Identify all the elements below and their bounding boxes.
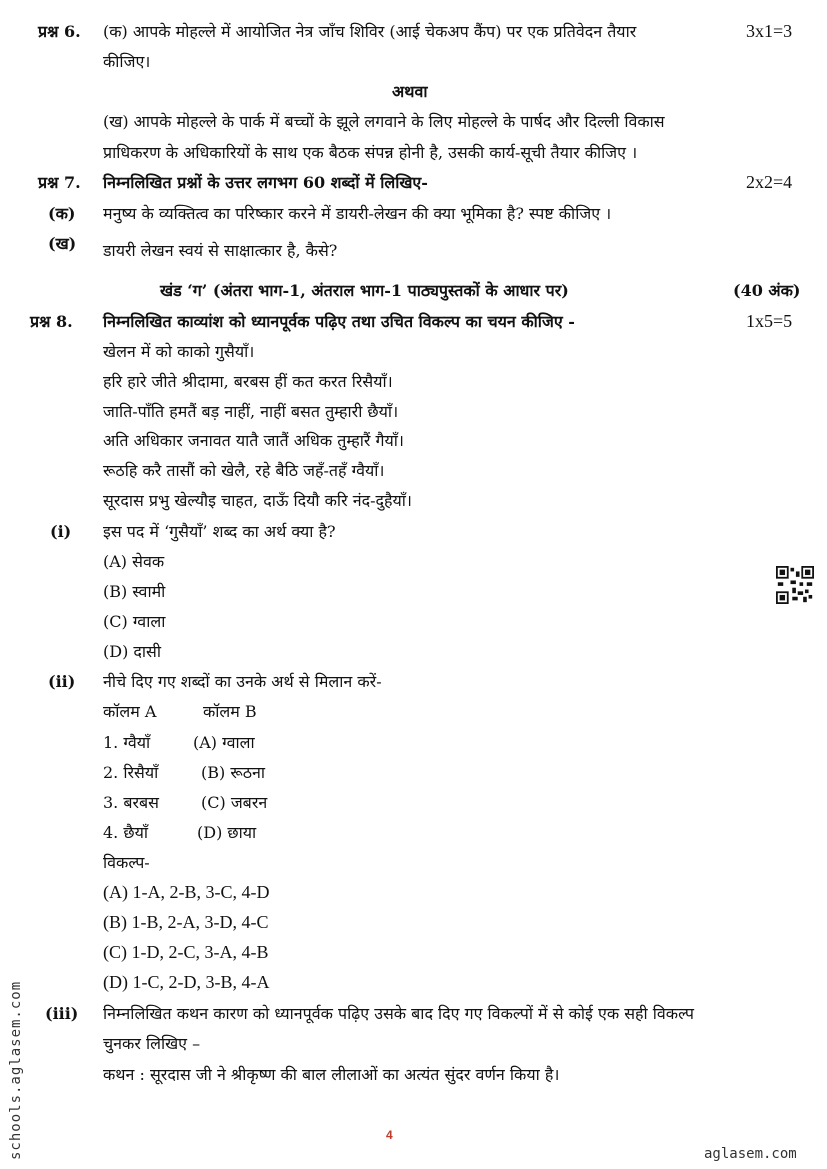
match-row-a: 4. छैयाँ (103, 823, 148, 842)
q8-ii-option: (D) 1-C, 2-D, 3-B, 4-A (103, 972, 270, 992)
q8-i-question: इस पद में ‘गुसैयाँ’ शब्द का अर्थ क्या है? (103, 522, 336, 541)
q8-i-option: (C) ग्वाला (103, 612, 166, 631)
q7-b-label: (ख) (48, 234, 77, 253)
match-row-a: 3. बरबस (103, 793, 159, 812)
match-row-b: (D) छाया (197, 823, 257, 842)
q7-heading: निम्नलिखित प्रश्नों के उत्तर लगभग 60 शब्दों में लिखिए- (103, 173, 428, 192)
match-row-b: (C) जबरन (201, 793, 268, 812)
q8-ii-question: नीचे दिए गए शब्दों का उनके अर्थ से मिलान करें- (103, 672, 382, 691)
q7-label: प्रश्न 7. (38, 173, 81, 192)
q7-marks: 2x2=4 (746, 172, 793, 192)
q6-label: प्रश्न 6. (38, 22, 81, 41)
section-title: खंड ‘ग’ (अंतरा भाग-1, अंतराल भाग-1 पाठ्यपुस्तकों के आधार पर) (160, 281, 569, 300)
options-label: विकल्प- (103, 853, 150, 872)
match-row-b: (A) ग्वाला (193, 733, 255, 752)
poem-line: जाति-पाँति हमतैं बड़ नाहीं, नाहीं बसत तुम्हारी छैयाँ। (103, 402, 399, 421)
site-watermark: aglasem.com (704, 1146, 797, 1162)
q8-heading: निम्नलिखित काव्यांश को ध्यानपूर्वक पढ़िए तथा उचित विकल्प का चयन कीजिए - (103, 312, 575, 331)
poem-line: रूठहि करै तासौं को खेलै, रहे बैठि जहँ-तहँ ग्वैयाँ। (103, 461, 385, 480)
q6-text-line2: कीजिए। (103, 52, 151, 71)
q8-i-option: (A) सेवक (103, 552, 165, 571)
q8-iii-label: (iii) (45, 1004, 79, 1023)
column-b-header: कॉलम B (203, 702, 257, 721)
q8-ii-option: (A) 1-A, 2-B, 3-C, 4-D (103, 882, 270, 902)
q8-marks: 1x5=5 (746, 311, 793, 331)
q8-i-option: (D) दासी (103, 642, 161, 661)
poem-line: खेलन में को काको गुसैयाँ। (103, 342, 255, 361)
side-watermark: schools.aglasem.com (8, 980, 24, 1160)
column-a-header: कॉलम A (103, 702, 157, 721)
q8-ii-option: (B) 1-B, 2-A, 3-D, 4-C (103, 912, 269, 932)
q7-a-text: मनुष्य के व्यक्तित्व का परिष्कार करने में डायरी-लेखन की क्या भूमिका है? स्पष्ट कीजिए । (103, 204, 612, 223)
q8-iii-line1: निम्नलिखित कथन कारण को ध्यानपूर्वक पढ़िए उसके बाद दिए गए विकल्पों में से कोई एक सही विकल्प (103, 1004, 695, 1023)
section-marks: (40 अंक) (733, 281, 801, 300)
match-row-a: 2. रिसैयाँ (103, 763, 159, 782)
q8-i-label: (i) (50, 522, 72, 541)
q8-iii-line2: चुनकर लिखिए – (103, 1034, 201, 1053)
match-row-a: 1. ग्वैयाँ (103, 733, 151, 752)
q7-a-label: (क) (48, 204, 76, 223)
or-separator: अथवा (392, 82, 428, 101)
q6-alt-line2: प्राधिकरण के अधिकारियों के साथ एक बैठक संपन्न होनी है, उसकी कार्य-सूची तैयार कीजिए । (103, 143, 638, 162)
q8-label: प्रश्न 8. (30, 312, 73, 331)
poem-line: अति अधिकार जनावत यातै जातैं अधिक तुम्हारैं गैयाँ। (103, 431, 404, 450)
qr-code-icon (776, 566, 814, 604)
q8-ii-label: (ii) (48, 672, 76, 691)
q8-i-option: (B) स्वामी (103, 582, 166, 601)
page-number: 4 (386, 1128, 393, 1142)
q6-marks: 3x1=3 (746, 21, 793, 41)
poem-line: हरि हारे जीते श्रीदामा, बरबस हीं कत करत रिसैयाँ। (103, 372, 393, 391)
q6-alt-line1: (ख) आपके मोहल्ले के पार्क में बच्चों के झूले लगवाने के लिए मोहल्ले के पार्षद और दिल्ली विकास (103, 112, 665, 131)
match-row-b: (B) रूठना (201, 763, 266, 782)
poem-line: सूरदास प्रभु खेल्यौइ चाहत, दाऊँ दियौ करि नंद-दुहैयाँ। (103, 491, 412, 510)
q8-iii-statement: कथन : सूरदास जी ने श्रीकृष्ण की बाल लीलाओं का अत्यंत सुंदर वर्णन किया है। (103, 1065, 560, 1084)
q7-b-text: डायरी लेखन स्वयं से साक्षात्कार है, कैसे? (103, 241, 338, 260)
q8-ii-option: (C) 1-D, 2-C, 3-A, 4-B (103, 942, 269, 962)
q6-text-line1: (क) आपके मोहल्ले में आयोजित नेत्र जाँच शिविर (आई चेकअप कैंप) पर एक प्रतिवेदन तैयार (103, 22, 637, 41)
